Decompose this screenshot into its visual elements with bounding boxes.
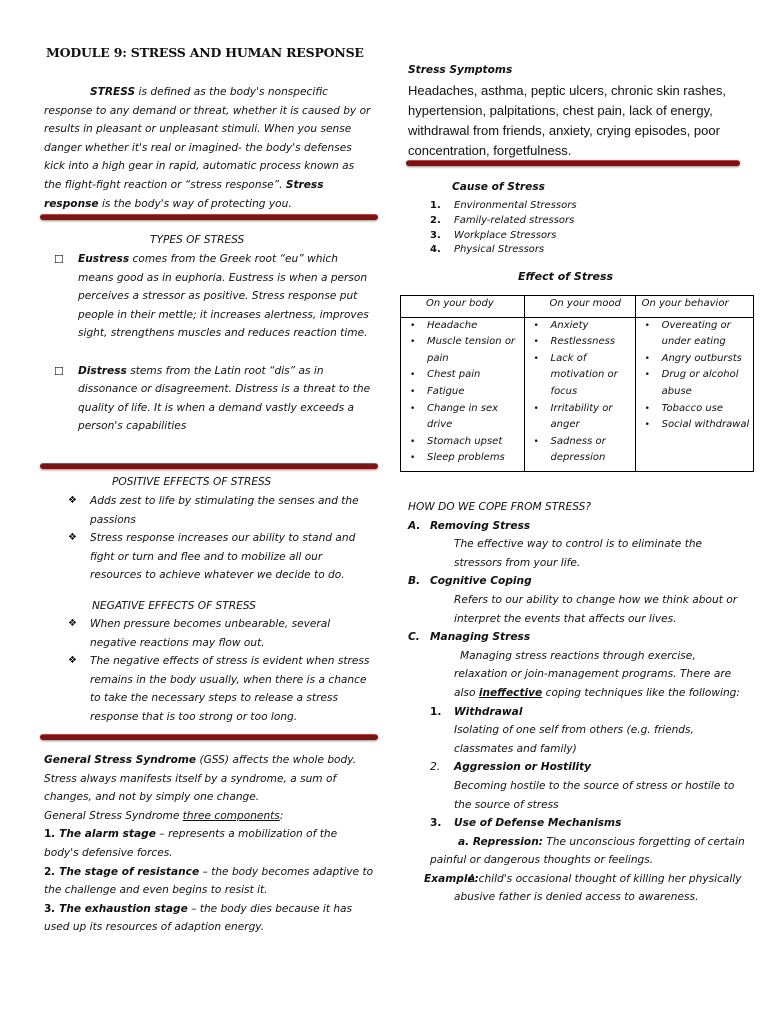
stage-name: . The alarm stage [51,828,156,841]
list-item: • Sleep problems [410,452,505,464]
ineffective-term: ineffective [478,686,543,699]
cause-heading: Cause of Stress [452,181,545,193]
gss-term: General Stress Syndrome [44,754,197,766]
stress-term: STRESS [90,86,136,98]
table-cell [524,317,635,471]
cope-c-text: Managing stress reactions through exercise, relaxation or join-management programs. There are also ineffective coping techniques like the following: [454,649,740,699]
stage-name: . The exhaustion stage [51,902,188,915]
symptoms-heading: Stress Symptoms [408,64,513,76]
gss-text: (GSS) affects the whole body. Stress always manifests itself by a syndrome, a sum of changes, and not by simply one change. [44,754,357,804]
stage-text: – the body dies because it has used up its resources of adaption energy. [44,902,353,934]
cope-b-title: B. Cognitive Coping [408,575,532,588]
example-text: Example:A child's occasional thought of killing her physically abusive father is denied access to awareness. [424,872,742,904]
cope-a-title: A. Removing Stress [408,519,531,532]
list-item: • Change in sex drive [410,402,499,431]
checkbox-icon: ☐ [54,253,64,266]
list-item: 1. Environmental Stressors [430,200,577,211]
coping-technique: 2. Aggression or Hostility [430,761,592,774]
intro-text: is defined as the body's nonspecific response to any demand or threat, whether it is caused by or results in pleasant or unpleasant stimuli. When you sense danger whether it's real or imagined- the body's defenses kick into a high gear in rapid, automatic process known as the flight-fight reaction or “stress response”. [44,86,371,191]
gss-section [44,751,374,937]
negative-heading: NEGATIVE EFFECTS OF STRESS [92,600,256,612]
cope-section [408,498,750,907]
types-heading: TYPES OF STRESS [150,234,245,246]
diamond-bullet-icon: ❖ [68,495,77,506]
section-divider [40,214,378,220]
coping-technique: 1. Withdrawal [430,705,523,718]
column-header: On your body [401,296,525,318]
list-item: • Anxiety [533,319,589,331]
list-item: • Tobacco use [644,402,724,414]
column-header: On your mood [524,296,635,318]
effect-heading: Effect of Stress [518,270,614,283]
gss-stage: 2. The stage of resistance – the body becomes adaptive to the challenge and even begins to resist it. [44,865,374,897]
eustress-text: comes from the Greek root “eu” which means good as in euphoria. Eustress is when a person perceives a stressor as positive. Stress response put people in their mettle; it increases alertness, improves sight, strengthens muscles and reduces reaction time. [78,253,369,340]
checkbox-icon: ☐ [54,364,64,378]
distress-term: Distress [78,364,127,377]
positive-item-text: Adds zest to life by stimulating the senses and the passions [90,495,359,526]
distress-text: stems from the Latin root “dis” as in dissonance or disagreement. Distress is a threat to the quality of life. It is when a demand vastly exceeds a person's capabilities [78,364,371,433]
list-item: 4. Physical Stressors [430,244,545,256]
list-item: • Irritability or anger [533,402,613,431]
diamond-bullet-icon: ❖ [68,655,77,667]
gss-intro [44,751,374,807]
eustress-term: Eustress [78,253,130,265]
cope-a-text: The effective way to control is to eliminate the stressors from your life. [454,538,703,569]
cause-list [406,199,706,258]
section-divider [40,734,378,740]
diamond-bullet-icon: ❖ [68,532,77,544]
list-item: • Headache [410,319,478,331]
cope-b-text: Refers to our ability to change how we think about or interpret the events that affects our lives. [454,593,738,625]
repression-text: a. Repression: The unconscious forgetting of certain painful or dangerous thoughts or feelings. [430,835,745,867]
list-item: • Social withdrawal [644,419,750,431]
list-item: • Fatigue [410,385,465,397]
intro-text-end: is the body's way of protecting you. [98,197,292,210]
list-item: • Overeating or under eating [644,319,731,348]
list-item: 2. Family-related stressors [430,214,575,226]
table-cell [401,317,525,471]
page-title: MODULE 9: STRESS AND HUMAN RESPONSE [46,45,364,60]
positive-heading: POSITIVE EFFECTS OF STRESS [112,476,272,488]
types-list [44,250,374,436]
list-item: • Stomach upset [410,435,503,447]
stage-text: – the body becomes adaptive to the challenge and even begins to resist it. [44,865,374,897]
stage-text: – represents a mobilization of the body's defensive forces. [44,828,338,859]
cope-heading: HOW DO WE COPE FROM STRESS? [408,501,591,513]
list-item [44,615,370,652]
list-item: • Restlessness [533,336,616,348]
gss-components-line: General Stress Syndrome three components: [44,809,284,822]
column-header: On your behavior [635,296,753,318]
coping-technique-text: Becoming hostile to the source of stress or hostile to the source of stress [454,779,735,811]
gss-stage: 3. The exhaustion stage – the body dies because it has used up its resources of adaption energy. [44,902,353,934]
list-item: • Drug or alcohol abuse [644,369,739,397]
list-item: • Sadness or depression [533,435,606,464]
list-item [44,652,370,726]
three-components: three components [182,809,280,822]
section-divider [406,160,740,166]
negative-item-text: When pressure becomes unbearable, several negative reactions may flow out. [90,618,331,649]
diamond-bullet-icon: ❖ [68,618,77,629]
cope-c-title: C. Managing Stress [408,631,531,644]
stage-name: . The stage of resistance [51,865,200,878]
positive-item-text: Stress response increases our ability to stand and fight or turn and flee and to mobilize all our resources to achieve whatever we decide to do. [90,532,356,582]
negative-list [44,615,370,727]
stress-response-term: Stress response [44,178,324,210]
positive-list [44,492,370,585]
negative-item-text: The negative effects of stress is evident when stress remains in the body usually, when there is a chance to take the necessary steps to release a stress response that is too strong or too long. [90,655,370,723]
list-item: • Muscle tension or pain [410,336,516,364]
list-item [44,492,370,529]
section-divider [40,463,378,469]
list-item: • Chest pain [410,369,481,381]
effect-table [400,295,754,472]
list-item [44,529,370,585]
list-item: • Lack of motivation or focus [533,352,618,397]
gss-stage: 1. The alarm stage – represents a mobilization of the body's defensive forces. [44,828,338,859]
intro-paragraph [44,83,374,213]
coping-technique-text: Isolating of one self from others (e.g. friends, classmates and family) [454,724,694,755]
list-item: 3. Workplace Stressors [430,229,557,241]
table-cell [635,317,753,471]
symptoms-text: Headaches, asthma, peptic ulcers, chronic skin rashes, hypertension, palpitations, chest pain, lack of energy, withdrawal from friends, anxiety, crying episodes, poor concentration, forgetfulness. [408,83,726,158]
list-item [44,362,374,436]
list-item: • Angry outbursts [644,352,742,364]
coping-technique: 3. Use of Defense Mechanisms [430,817,622,830]
list-item [44,250,374,343]
